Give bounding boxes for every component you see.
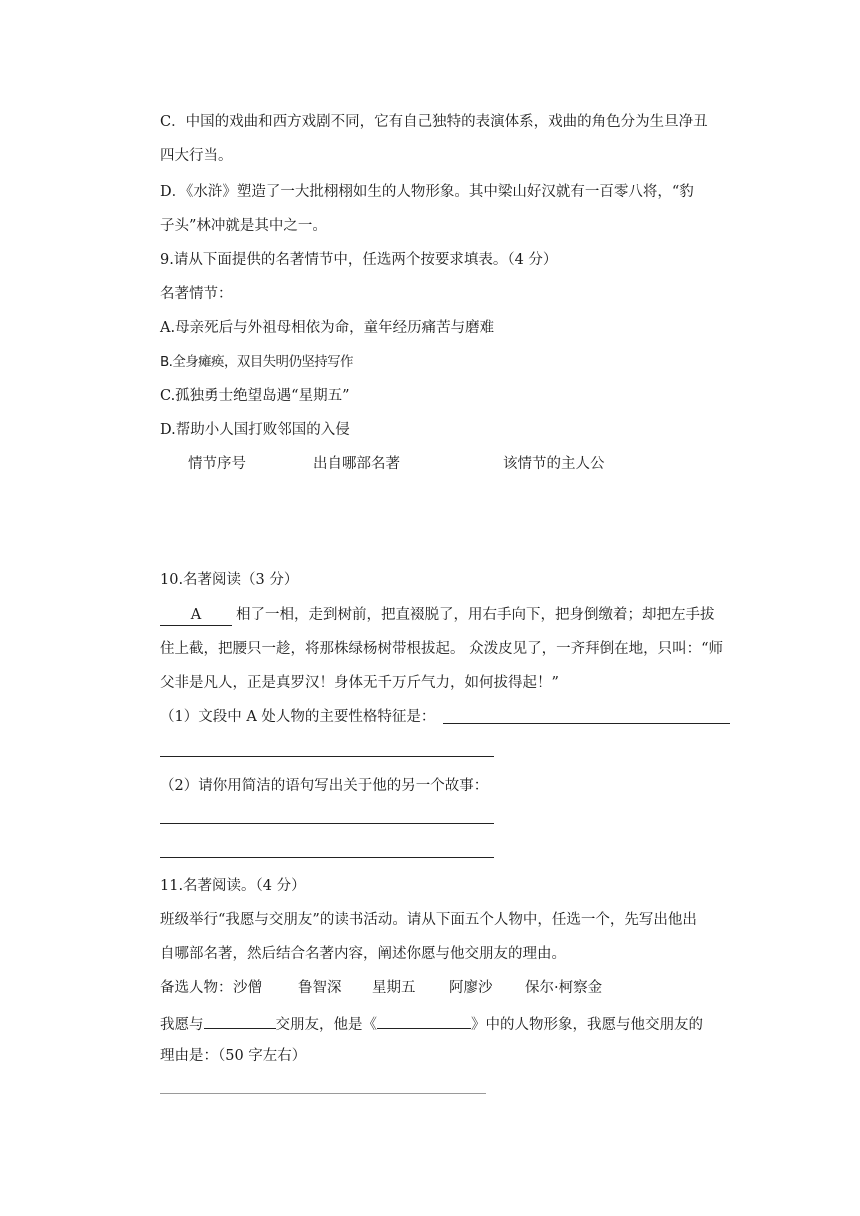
q9-option-a: A.母亲死后与外祖母相依为命，童年经历痛苦与磨难	[160, 320, 495, 336]
q9-option-b: B.全身瘫痪，双目失明仍坚持写作	[160, 354, 353, 370]
q11-candidate-1: 沙僧	[233, 980, 262, 996]
q11-candidates-label: 备选人物：	[160, 980, 233, 996]
q8-option-d-line1: D．《水浒》塑造了一大批栩栩如生的人物形象。其中梁山好汉就有一百零八将，“豹	[160, 184, 694, 200]
q8-option-c-line1: C．中国的戏曲和西方戏剧不同，它有自己独特的表演体系，戏曲的角色分为生旦净丑	[160, 114, 708, 130]
q9-header-plot-number: 情节序号	[188, 456, 246, 472]
q10-sub1-answer-line-a[interactable]	[443, 723, 730, 724]
q10-sub2-answer-line-b[interactable]	[160, 857, 494, 858]
q11-intro-line1: 班级举行“我愿与交朋友”的读书活动。请从下面五个人物中，任选一个，先写出他出	[160, 912, 697, 928]
q10-sub1-answer-line-b[interactable]	[160, 756, 494, 757]
q8-option-c-line2: 四大行当。	[160, 148, 233, 164]
q10-passage-text1: 相了一相，走到树前，把直裰脱了，用右手向下，把身倒缴着；却把左手拔	[236, 607, 715, 623]
q10-title: 10.名著阅读（3 分）	[160, 572, 299, 588]
q10-passage-line3: 父非是凡人，正是真罗汉！身体无千万斤气力，如何拔得起！”	[160, 675, 559, 691]
q11-candidate-4: 阿廖沙	[449, 980, 493, 996]
q10-passage-line2: 住上截，把腰只一趁，将那株绿杨树带根拔起。 众泼皮见了，一齐拜倒在地，只叫：“师	[160, 641, 724, 657]
q10-sub2-answer-line-a[interactable]	[160, 823, 494, 824]
q11-candidate-3: 星期五	[372, 980, 416, 996]
q10-blank-a[interactable]	[160, 605, 232, 626]
q11-answer-line[interactable]	[160, 1093, 486, 1094]
q8-option-d-line2: 子头”林冲就是其中之一。	[160, 218, 327, 234]
q11-candidate-5: 保尔·柯察金	[525, 980, 603, 996]
q11-title: 11.名著阅读。（4 分）	[160, 878, 306, 894]
q11-blank-book[interactable]	[377, 1012, 471, 1029]
q11-fill-part3: 》中的人物形象，我愿与他交朋友的	[471, 1017, 703, 1033]
q11-candidate-2: 鲁智深	[298, 980, 342, 996]
q11-intro-line2: 自哪部名著，然后结合名著内容，阐述你愿与他交朋友的理由。	[160, 946, 566, 962]
q10-sub2: （2）请你用简洁的语句写出关于他的另一个故事：	[160, 778, 489, 794]
q9-header-source-book: 出自哪部名著	[313, 456, 400, 472]
q9-label: 名著情节：	[160, 286, 233, 302]
q10-sub1: （1）文段中 A 处人物的主要性格特征是：	[160, 709, 436, 725]
q9-option-c: C.孤独勇士绝望岛遇“星期五”	[160, 388, 350, 404]
q11-fill-part1: 我愿与	[160, 1017, 204, 1033]
q11-blank-friend[interactable]	[204, 1012, 276, 1029]
q11-reason-label: 理由是：（50 字左右）	[160, 1048, 307, 1064]
q9-option-d: D.帮助小人国打败邻国的入侵	[160, 422, 350, 438]
q11-fill-line	[160, 1012, 703, 1035]
q10-blank-letter: A	[190, 607, 202, 623]
q10-passage-line1	[160, 605, 715, 626]
q11-fill-part2: 交朋友，他是《	[275, 1017, 377, 1033]
q9-title: 9.请从下面提供的名著情节中，任选两个按要求填表。（4 分）	[160, 252, 558, 268]
q9-header-protagonist: 该情节的主人公	[503, 456, 605, 472]
